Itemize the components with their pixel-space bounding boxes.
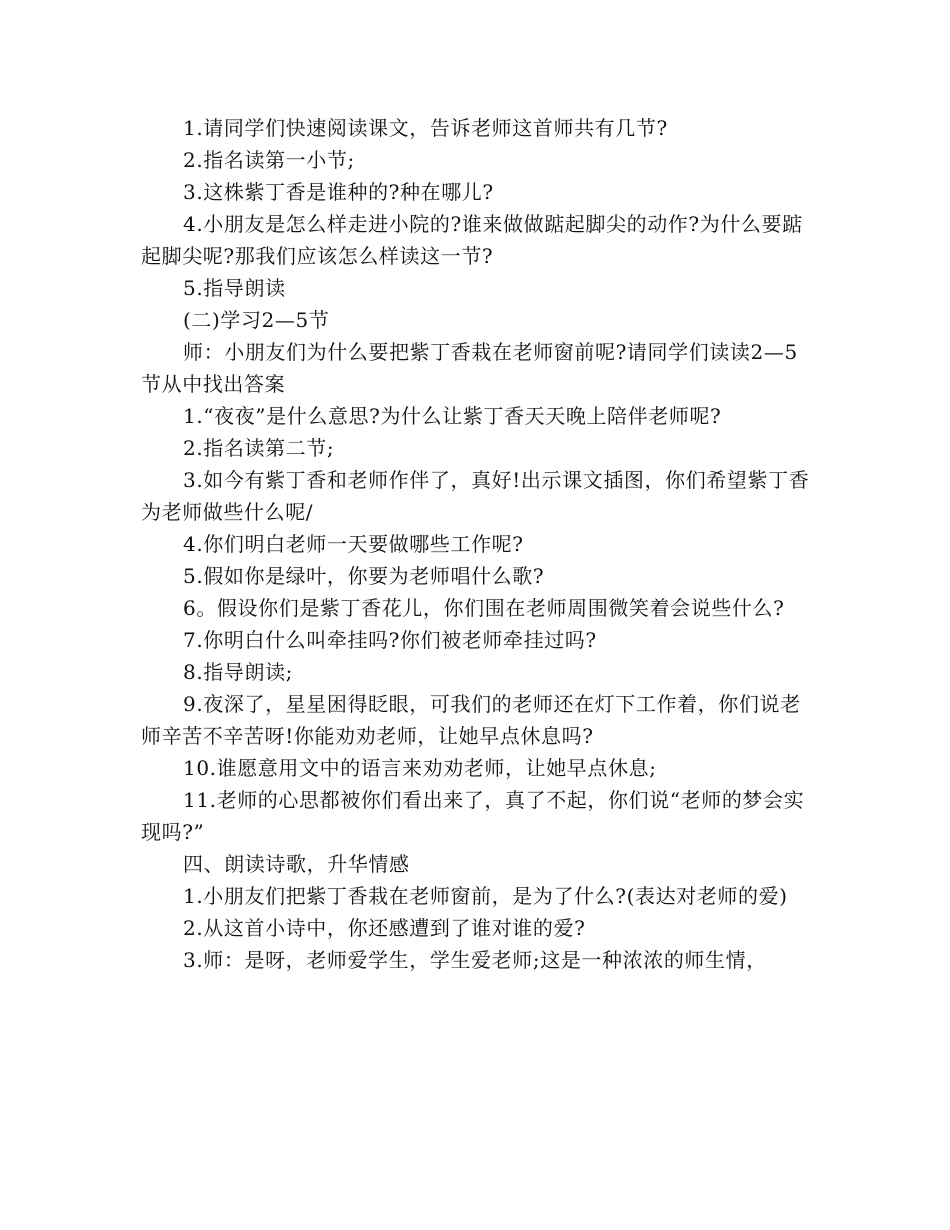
paragraph: 1.请同学们快速阅读课文，告诉老师这首师共有几节?: [183, 116, 668, 140]
paragraph: 10.谁愿意用文中的语言来劝劝老师，让她早点休息;: [183, 756, 657, 780]
paragraph: 8.指导朗读;: [183, 660, 294, 684]
paragraph: 3.如今有紫丁香和老师作伴了，真好!出示课文插图，你们希望紫丁香为老师做些什么呢/: [141, 468, 810, 524]
paragraph: 4.你们明白老师一天要做哪些工作呢?: [183, 532, 524, 556]
paragraph: 6。假设你们是紫丁香花儿，你们围在老师周围微笑着会说些什么?: [183, 596, 785, 620]
paragraph: 5.指导朗读: [183, 276, 286, 300]
paragraph: 3.这株紫丁香是谁种的?种在哪儿?: [183, 180, 494, 204]
paragraph: 2.指名读第一小节;: [183, 148, 355, 172]
paragraph: 9.夜深了，星星困得眨眼，可我们的老师还在灯下工作着，你们说老师辛苦不辛苦呀!你能劝劝老师，让她早点休息吗?: [141, 692, 801, 748]
document-body: [141, 112, 813, 976]
paragraph: 4.小朋友是怎么样走进小院的?谁来做做踮起脚尖的动作?为什么要踮起脚尖呢?那我们应该怎么样读这一节?: [141, 212, 803, 268]
section-heading: (二)学习2—5节: [183, 308, 330, 332]
paragraph: 7.你明白什么叫牵挂吗?你们被老师牵挂过吗?: [183, 628, 597, 652]
paragraph: 5.假如你是绿叶，你要为老师唱什么歌?: [183, 564, 545, 588]
paragraph: 3.师：是呀，老师爱学生，学生爱老师;这是一种浓浓的师生情，: [183, 948, 767, 972]
paragraph: 1.“夜夜”是什么意思?为什么让紫丁香天天晚上陪伴老师呢?: [183, 404, 722, 428]
paragraph: 11.老师的心思都被你们看出来了，真了不起，你们说“老师的梦会实现吗?”: [141, 788, 805, 844]
paragraph: 2.从这首小诗中，你还感遭到了谁对谁的爱?: [183, 916, 586, 940]
paragraph: 师：小朋友们为什么要把紫丁香栽在老师窗前呢?请同学们读读2—5节从中找出答案: [141, 340, 798, 396]
paragraph: 1.小朋友们把紫丁香栽在老师窗前，是为了什么?(表达对老师的爱): [183, 884, 788, 908]
section-heading: 四、朗读诗歌，升华情感: [183, 852, 410, 876]
paragraph: 2.指名读第二节;: [183, 436, 335, 460]
